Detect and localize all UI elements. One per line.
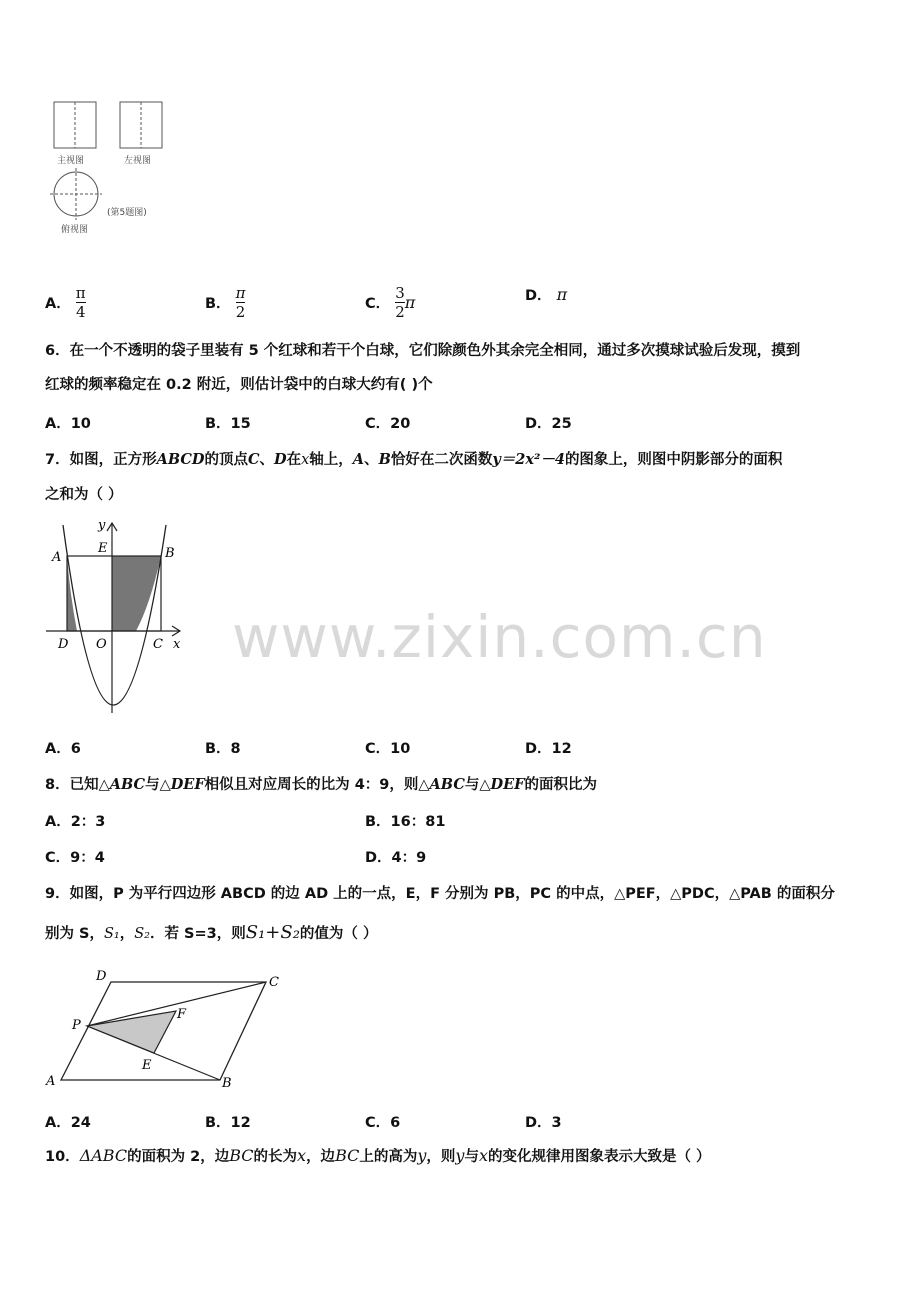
q7-option-b[interactable]: B．8 [205,741,241,757]
label-o: O [96,637,107,652]
q6-option-c[interactable]: C．20 [365,416,411,432]
label-y: y [98,518,106,533]
q7-option-a[interactable]: A．6 [45,741,81,757]
text: ，则 [426,1149,456,1165]
q9-option-a[interactable]: A．24 [45,1115,91,1131]
label-f: F [177,1007,187,1022]
y-var: y [455,1146,465,1165]
q5-three-view-figure [48,98,178,240]
triangle-abc: ΔABC [79,1146,128,1165]
q9-option-c[interactable]: C．6 [365,1115,401,1131]
label-e: E [98,541,108,556]
q8-option-d[interactable]: D．4：9 [365,850,427,866]
q8-option-b[interactable]: B．16：81 [365,814,446,830]
triangle-def: DEF [490,776,525,793]
numerator: 3 [395,284,405,302]
text: 的顶点 [204,452,248,468]
option-label: C． [365,296,391,312]
label-p: P [72,1018,81,1033]
left-view-label: 左视图 [124,156,152,166]
watermark: www.zixin.com.cn [232,603,767,671]
x-var: x [301,452,310,468]
q5-option-d[interactable] [525,284,567,305]
fraction-3-over-2 [395,284,405,321]
denominator: 4 [75,303,86,321]
text: 别为 S， [45,926,104,942]
q6-option-a[interactable]: A．10 [45,416,91,432]
q9-parallelogram-figure [40,965,290,1095]
point-b: B [378,451,391,468]
label-a: A [52,550,62,565]
point-c: C [247,451,260,468]
sum-expression: S₁+S₂ [245,922,300,943]
q8-option-c[interactable]: C．9：4 [45,850,105,866]
text: 的长为 [253,1149,298,1165]
label-b: B [222,1076,232,1091]
text: 、 [364,452,379,468]
label-a: A [46,1074,56,1089]
q7-option-c[interactable]: C．10 [365,741,411,757]
option-label: D． [525,288,552,304]
denominator: 2 [235,303,246,321]
label-d: D [96,969,107,984]
label-c: C [269,975,279,990]
top-view-label: 俯视图 [61,225,89,235]
shaded-region-right [112,556,161,631]
text: 8．已知△ [45,777,110,793]
side-bc: BC [335,1146,360,1165]
figure-caption: (第5题图) [107,208,147,218]
text: ，边 [306,1149,336,1165]
q5-option-c[interactable] [365,284,415,321]
text: 的值为（ ） [299,926,378,942]
square-name: ABCD [156,451,205,468]
q9-line-1: 9．如图，P 为平行四边形 ABCD 的边 AD 上的一点，E，F 分别为 PB，PC 的中点，△PEF，△PDC，△PAB 的面积分 [45,886,835,902]
text: 7．如图，正方形 [45,452,157,468]
option-label: A． [45,296,71,312]
q9-line-2 [45,922,377,943]
text: 与△ [145,777,171,793]
text: 10． [45,1149,80,1165]
text: 在 [286,452,302,468]
option-label: B． [205,296,231,312]
q7-parabola-figure [40,515,190,715]
label-c: C [153,637,163,652]
s2: S₂ [134,926,150,942]
numerator: π [75,284,86,302]
q6-line-2: 红球的频率稳定在 0.2 附近，则估计袋中的白球大约有( )个 [45,377,433,393]
text: 、 [259,452,275,468]
pi-symbol: π [556,285,568,304]
q5-option-b[interactable] [205,284,245,321]
label-b: B [165,546,175,561]
s1: S₁ [104,926,120,942]
point-a: A [352,451,365,468]
text: 的图象上，则图中阴影部分的面积 [564,452,783,468]
x-var: x [478,1146,488,1165]
denominator: 2 [395,303,405,321]
text: 的变化规律用图象表示大致是（ ） [487,1149,711,1165]
q6-line-1: 6．在一个不透明的袋子里装有 5 个红球和若干个白球，它们除颜色外其余完全相同，通过多次摸球试验后发现，摸到 [45,343,801,359]
text: 上的高为 [359,1149,418,1165]
side-bc: BC [229,1146,254,1165]
shaded-region-left [67,556,77,631]
q7-line-2: 之和为（ ） [45,487,123,503]
text: ．若 S=3，则 [150,926,246,942]
triangle-abc: ABC [109,776,146,793]
fraction-pi-over-4 [76,284,86,321]
q8-line [45,773,597,794]
q10-line [45,1145,711,1166]
fraction-pi-over-2 [236,284,246,321]
triangle-abc: ABC [429,776,465,793]
q5-option-a[interactable] [45,284,86,321]
label-x: x [173,637,181,652]
q9-option-d[interactable]: D．3 [525,1115,562,1131]
text: ， [119,926,135,942]
text: 相似且对应周长的比为 4：9，则△ [204,777,430,793]
q8-option-a[interactable]: A．2：3 [45,814,106,830]
q6-option-b[interactable]: B．15 [205,416,251,432]
text: 与 [464,1149,479,1165]
text: 与△ [464,777,491,793]
front-view-label: 主视图 [57,156,85,166]
label-d: D [58,637,69,652]
q7-option-d[interactable]: D．12 [525,741,572,757]
x-var: x [297,1146,307,1165]
label-e: E [142,1058,152,1073]
q7-line-1 [45,448,782,469]
text: 恰好在二次函数 [390,452,493,468]
numerator: π [235,284,246,302]
point-d: D [274,451,287,468]
text: 的面积比为 [524,777,597,793]
y-var: y [417,1146,427,1165]
q6-option-d[interactable]: D．25 [525,416,572,432]
text: 的面积为 2，边 [127,1149,230,1165]
q9-option-b[interactable]: B．12 [205,1115,251,1131]
triangle-def: DEF [170,776,205,793]
pi-symbol: π [404,293,416,312]
text: 轴上， [309,452,353,468]
function-expr: y＝2x²－4 [492,451,565,468]
